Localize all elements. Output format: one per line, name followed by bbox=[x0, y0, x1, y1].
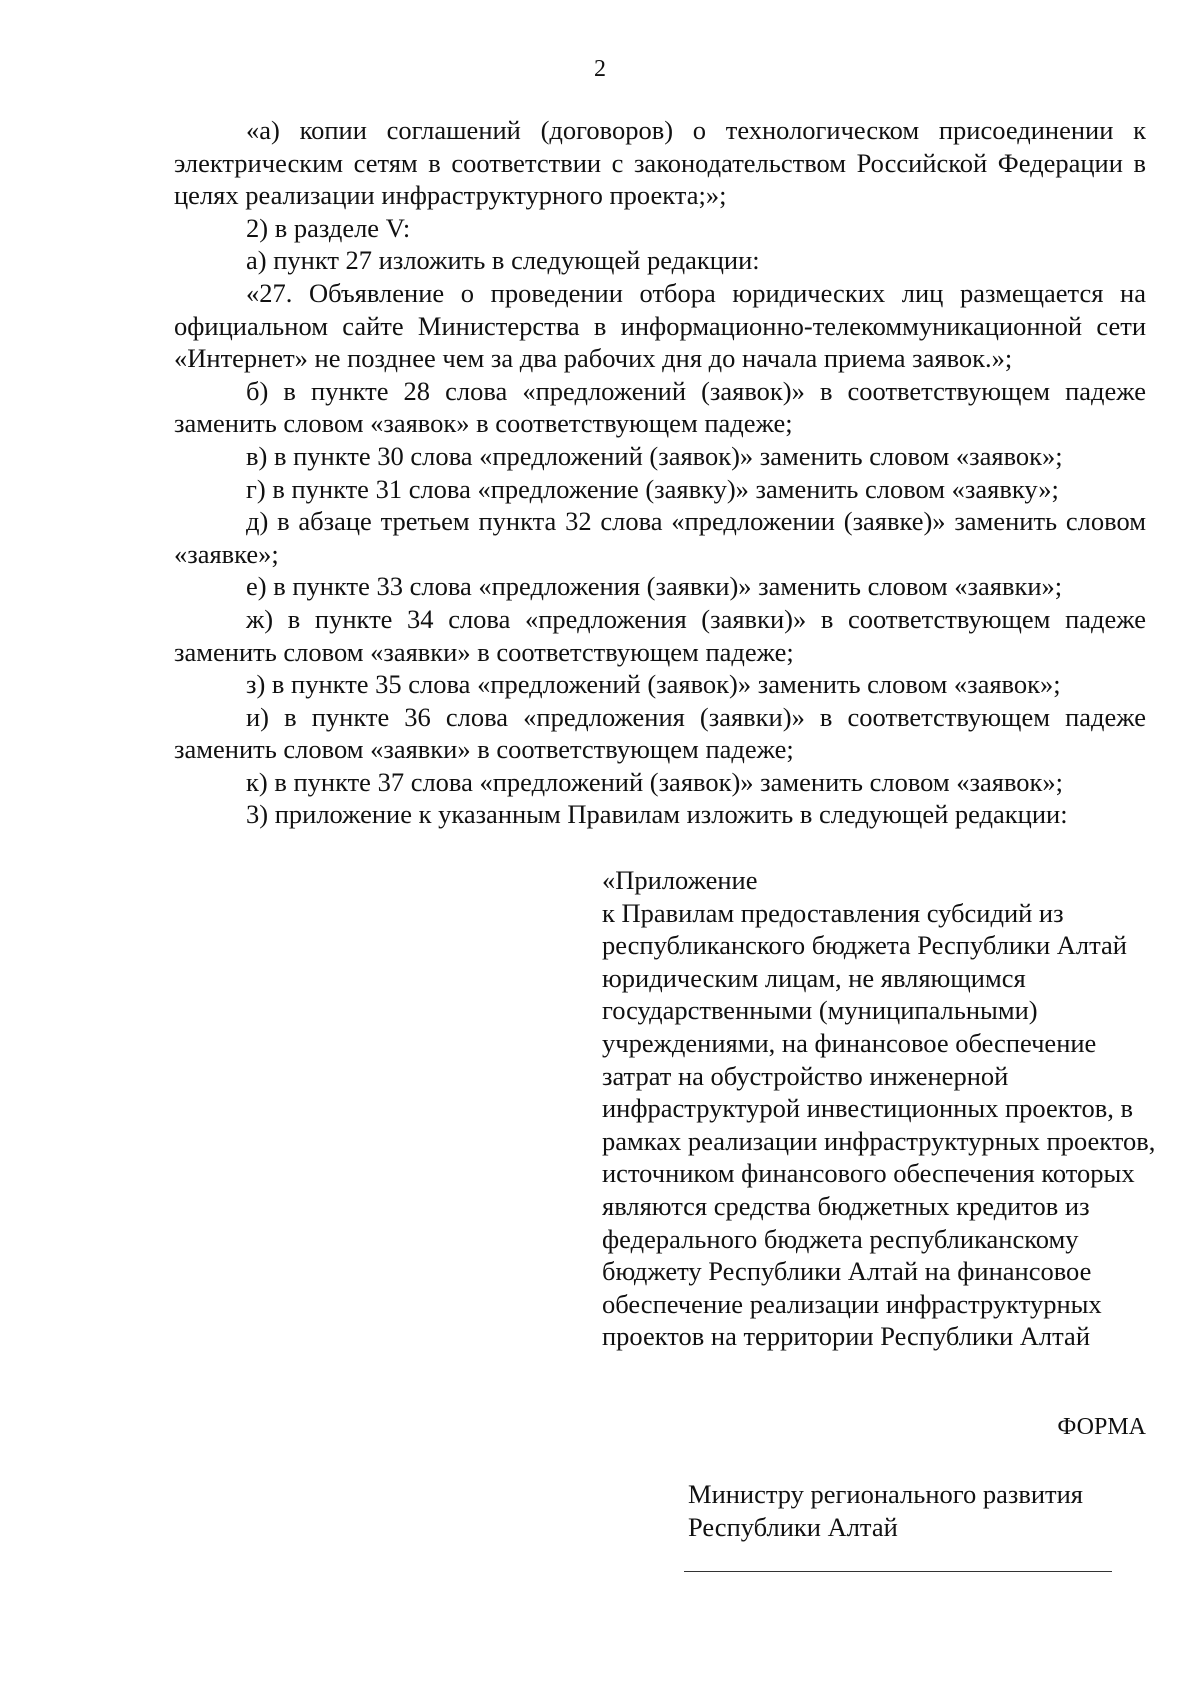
paragraph-item-33: е) в пункте 33 слова «предложения (заявки)» заменить словом «заявки»; bbox=[246, 571, 1063, 602]
paragraph-item-35: з) в пункте 35 слова «предложений (заявок)» заменить словом «заявок»; bbox=[246, 669, 1061, 700]
page-number: 2 bbox=[594, 56, 606, 82]
forma-label: ФОРМА bbox=[1057, 1414, 1146, 1440]
appendix-header-block bbox=[602, 864, 1162, 1353]
paragraph-section-v: 2) в разделе V: bbox=[246, 212, 411, 243]
paragraph-item-a-copies: «а) копии соглашений (договоров) о технологическом присоединении к электрическим сетям в соответствии с законодательством Российской Федерации в целях реализации инфраструктурного проекта;»; bbox=[174, 115, 1146, 211]
addressee-block bbox=[688, 1478, 1128, 1543]
document-body bbox=[174, 114, 1146, 831]
paragraph-item-28: б) в пункте 28 слова «предложений (заявок)» в соответствующем падеже заменить словом «заявок» в соответствующем падеже; bbox=[174, 375, 1146, 439]
addressee-line-2: Республики Алтай bbox=[688, 1511, 898, 1542]
paragraph-item-34: ж) в пункте 34 слова «предложения (заявки)» в соответствующем падеже заменить словом «заявки» в соответствующем падеже; bbox=[174, 603, 1146, 667]
addressee-line-1: Министру регионального развития bbox=[688, 1479, 1083, 1509]
paragraph-item-30: в) в пункте 30 слова «предложений (заявок)» заменить словом «заявок»; bbox=[246, 440, 1063, 471]
appendix-title: «Приложение bbox=[602, 865, 758, 895]
signature-line bbox=[684, 1571, 1112, 1572]
paragraph-item-36: и) в пункте 36 слова «предложения (заявки)» в соответствующем падеже заменить словом «заявки» в соответствующем падеже; bbox=[174, 701, 1146, 765]
paragraph-item-37: к) в пункте 37 слова «предложений (заявок)» заменить словом «заявок»; bbox=[246, 766, 1064, 797]
paragraph-appendix-intro: 3) приложение к указанным Правилам изложить в следующей редакции: bbox=[246, 799, 1068, 830]
appendix-text: к Правилам предоставления субсидий из республиканского бюджета Республики Алтай юридическим лицам, не являющимся государственными (муниципальными) учреждениями, на финансовое обеспечение затрат на обустройство инженерной инфраструктурой инвестиционных проектов, в рамках реализации инфраструктурных проектов, источником финансового обеспечения которых являются средства бюджетных кредитов из федерального бюджета республиканскому бюджету Республики Алтай на финансовое обеспечение реализации инфраструктурных проектов на территории Республики Алтай bbox=[602, 897, 1156, 1352]
paragraph-item-27-text: «27. Объявление о проведении отбора юридических лиц размещается на официальном сайте Министерства в информационно-телекоммуникационной сети «Интернет» не позднее чем за два рабочих дня до начала приема заявок.»; bbox=[174, 277, 1146, 374]
paragraph-item-31: г) в пункте 31 слова «предложение (заявку)» заменить словом «заявку»; bbox=[246, 473, 1059, 504]
paragraph-item-32: д) в абзаце третьем пункта 32 слова «предложении (заявке)» заменить словом «заявке»; bbox=[174, 506, 1146, 569]
paragraph-item-27-intro: а) пункт 27 изложить в следующей редакции: bbox=[246, 245, 760, 276]
